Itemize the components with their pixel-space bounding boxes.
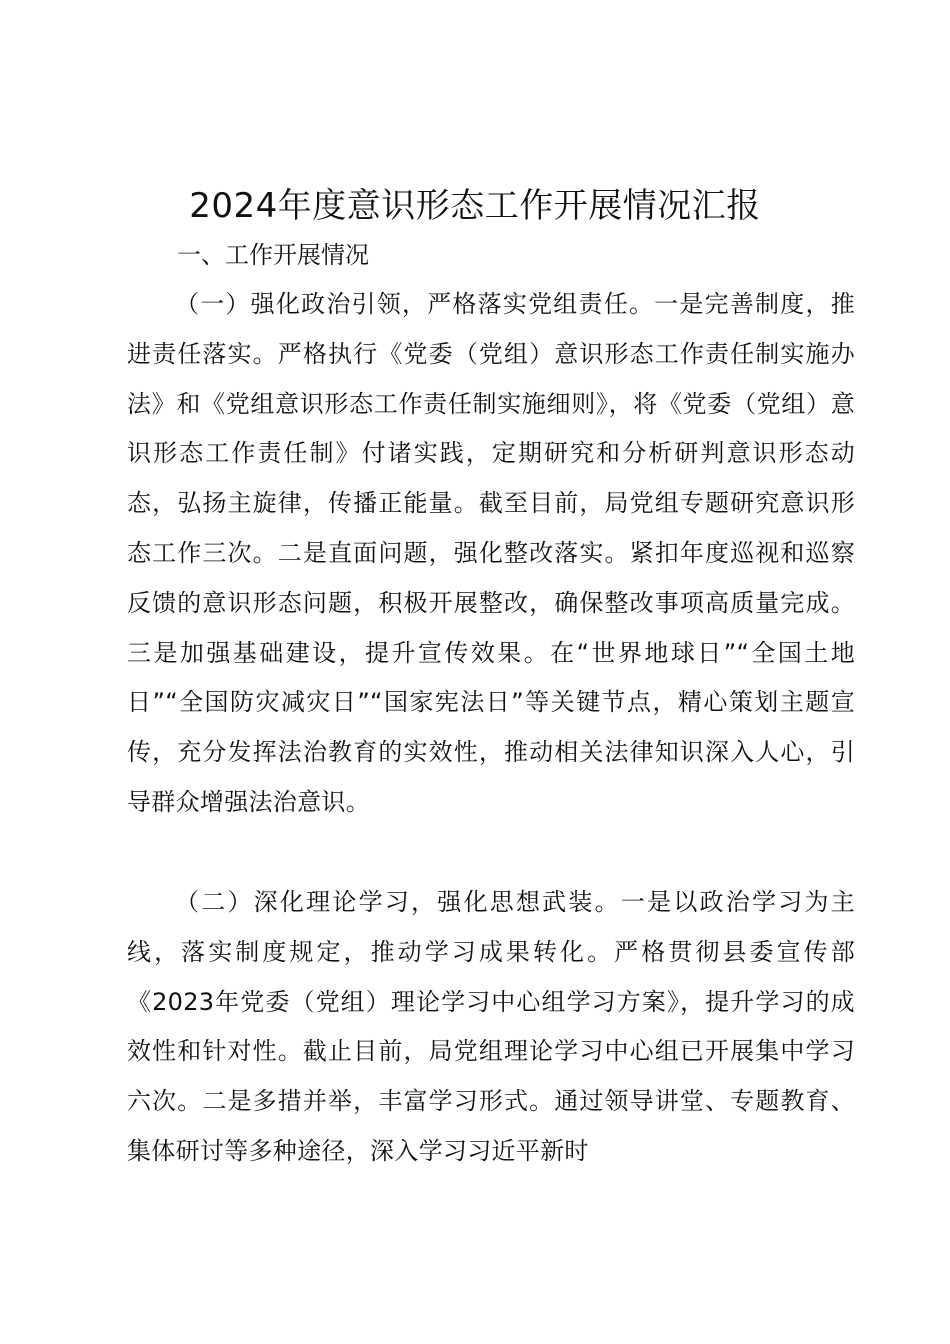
section-heading: 一、工作开展情况 bbox=[177, 241, 369, 269]
body-paragraph-1: （一）强化政治引领，严格落实党组责任。一是完善制度，推进责任落实。严格执行《党委（党组）意识形态工作责任制实施办法》和《党组意识形态工作责任制实施细则》，将《党委（党组）意识形态工作责任制》付诸实践，定期研究和分析研判意识形态动态，弘扬主旋律，传播正能量。截至目前，局党组专题研究意识形态工作三次。二是直面问题，强化整改落实。紧扣年度巡视和巡察反馈的意识形态问题，积极开展整改，确保整改事项高质量完成。三是加强基础建设，提升宣传效果。在“世界地球日”“全国土地日”“全国防灾减灾日”“国家宪法日”等关键节点，精心策划主题宣传，充分发挥法治教育的实效性，推动相关法律知识深入人心，引导群众增强法治意识。 bbox=[127, 290, 855, 816]
document-title: 2024年度意识形态工作开展情况汇报 bbox=[189, 186, 761, 226]
body-paragraph-2: （二）深化理论学习，强化思想武装。一是以政治学习为主线，落实制度规定，推动学习成果转化。严格贯彻县委宣传部《2023年党委（党组）理论学习中心组学习方案》，提升学习的成效性和针对性。截止目前，局党组理论学习中心组已开展集中学习六次。二是多措并举，丰富学习形式。通过领导讲堂、专题教育、集体研讨等多种途径，深入学习习近平新时 bbox=[127, 888, 855, 1165]
